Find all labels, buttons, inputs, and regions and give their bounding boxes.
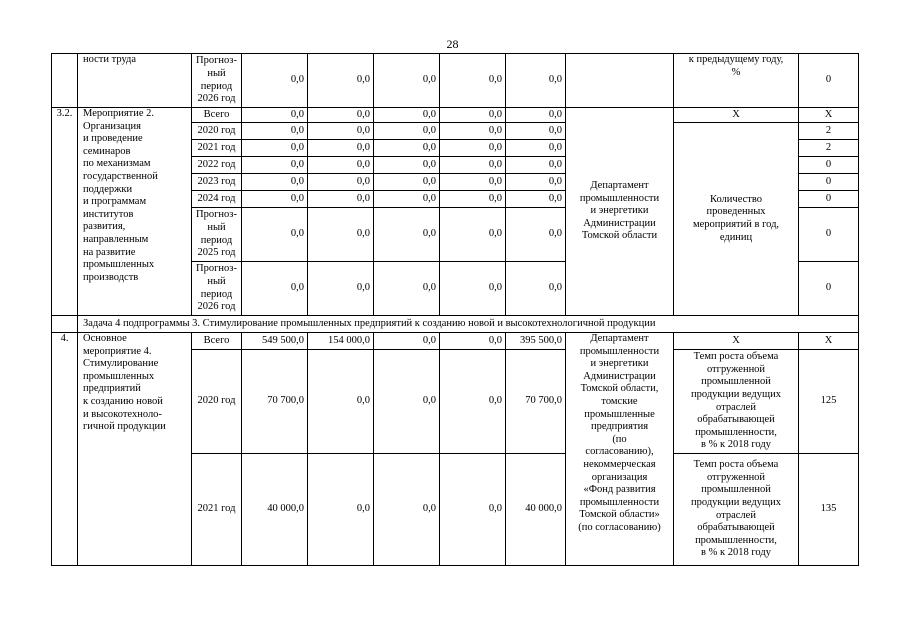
- value-cell: 0,0: [308, 123, 374, 140]
- value-cell: 0,0: [308, 54, 374, 108]
- value-cell: 0,0: [242, 108, 308, 123]
- indicator-value: 0: [799, 208, 859, 262]
- value-cell: 0,0: [506, 174, 566, 191]
- value-cell: 0,0: [440, 140, 506, 157]
- value-cell: 0,0: [506, 108, 566, 123]
- indicator-value: 125: [799, 350, 859, 454]
- value-cell: 0,0: [308, 208, 374, 262]
- value-cell: 0,0: [506, 191, 566, 208]
- value-cell: 0,0: [374, 333, 440, 350]
- indicator-value: 2: [799, 123, 859, 140]
- value-cell: 0,0: [440, 262, 506, 316]
- value-cell: 0,0: [242, 123, 308, 140]
- indicator-value: 0: [799, 174, 859, 191]
- table-row: [52, 108, 859, 123]
- indicator-cell: к предыдущему году, %: [674, 54, 799, 108]
- indicator-cell: Темп роста объема отгруженной промышленной продукции ведущих отраслей обрабатывающей промышленности, в % к 2018 году: [674, 350, 799, 454]
- value-cell: 0,0: [506, 157, 566, 174]
- value-cell: 0,0: [374, 262, 440, 316]
- value-cell: 0,0: [242, 157, 308, 174]
- value-cell: 0,0: [374, 350, 440, 454]
- table-row: [52, 333, 859, 350]
- period-cell: 2022 год: [192, 157, 242, 174]
- value-cell: 0,0: [440, 191, 506, 208]
- period-cell: 2021 год: [192, 454, 242, 566]
- indicator-value: 135: [799, 454, 859, 566]
- activity-name: Основное мероприятие 4. Стимулирование промышленных предприятий к созданию новой и высокотехноло- гичной продукции: [78, 333, 192, 566]
- value-cell: 0,0: [506, 262, 566, 316]
- executor-cell: Департамент промышленности и энергетики Администрации Томской области, томские промышленные предприятия (по согласованию), некоммерческая организация «Фонд развития промышленности Томской области» (по согласованию): [566, 333, 674, 566]
- period-cell: Прогноз- ный период 2025 год: [192, 208, 242, 262]
- value-cell: 0,0: [440, 208, 506, 262]
- indicator-value: 0: [799, 54, 859, 108]
- value-cell: 0,0: [374, 174, 440, 191]
- period-cell: Прогноз- ный период 2026 год: [192, 262, 242, 316]
- period-cell: 2020 год: [192, 350, 242, 454]
- period-cell: 2021 год: [192, 140, 242, 157]
- period-cell: 2020 год: [192, 123, 242, 140]
- row-number: [52, 54, 78, 108]
- period-cell: Прогноз- ный период 2026 год: [192, 54, 242, 108]
- indicator-value: Х: [799, 108, 859, 123]
- executor-cell: [566, 54, 674, 108]
- value-cell: 549 500,0: [242, 333, 308, 350]
- value-cell: 0,0: [308, 108, 374, 123]
- value-cell: 40 000,0: [506, 454, 566, 566]
- value-cell: 0,0: [506, 54, 566, 108]
- row-number: [52, 316, 78, 333]
- row-number: 3.2.: [52, 108, 78, 316]
- value-cell: 0,0: [506, 208, 566, 262]
- value-cell: 0,0: [374, 108, 440, 123]
- value-cell: 0,0: [374, 54, 440, 108]
- period-cell: 2024 год: [192, 191, 242, 208]
- value-cell: 0,0: [374, 140, 440, 157]
- row-number: 4.: [52, 333, 78, 566]
- indicator-value: 0: [799, 191, 859, 208]
- table-row: [52, 54, 859, 108]
- executor-cell: Департамент промышленности и энергетики Администрации Томской области: [566, 108, 674, 316]
- value-cell: 0,0: [374, 208, 440, 262]
- value-cell: 0,0: [440, 350, 506, 454]
- value-cell: 0,0: [308, 262, 374, 316]
- value-cell: 0,0: [374, 191, 440, 208]
- value-cell: 40 000,0: [242, 454, 308, 566]
- value-cell: 0,0: [440, 123, 506, 140]
- budget-table: [51, 53, 859, 566]
- value-cell: 395 500,0: [506, 333, 566, 350]
- value-cell: 0,0: [374, 157, 440, 174]
- value-cell: 0,0: [506, 140, 566, 157]
- value-cell: 0,0: [440, 157, 506, 174]
- page-number: 28: [446, 37, 459, 51]
- value-cell: 70 700,0: [506, 350, 566, 454]
- value-cell: 0,0: [308, 174, 374, 191]
- value-cell: 0,0: [506, 123, 566, 140]
- activity-name: Мероприятие 2. Организация и проведение семинаров по механизмам государственной поддержки и программам институтов развития, направленным на развитие промышленных производств: [78, 108, 192, 316]
- indicator-value: 2: [799, 140, 859, 157]
- value-cell: 154 000,0: [308, 333, 374, 350]
- value-cell: 0,0: [308, 191, 374, 208]
- value-cell: 0,0: [308, 350, 374, 454]
- indicator-cell: Х: [674, 333, 799, 350]
- value-cell: 0,0: [440, 333, 506, 350]
- period-cell: 2023 год: [192, 174, 242, 191]
- table-row: [52, 316, 859, 333]
- value-cell: 0,0: [242, 174, 308, 191]
- activity-name: ности труда: [78, 54, 192, 108]
- indicator-cell: Х: [674, 108, 799, 123]
- indicator-value: 0: [799, 157, 859, 174]
- value-cell: 0,0: [242, 54, 308, 108]
- period-cell: Всего: [192, 108, 242, 123]
- indicator-cell: Темп роста объема отгруженной промышленной продукции ведущих отраслей обрабатывающей промышленности, в % к 2018 году: [674, 454, 799, 566]
- value-cell: 0,0: [374, 454, 440, 566]
- indicator-value: Х: [799, 333, 859, 350]
- value-cell: 0,0: [374, 123, 440, 140]
- value-cell: 0,0: [308, 454, 374, 566]
- value-cell: 0,0: [308, 157, 374, 174]
- value-cell: 0,0: [242, 262, 308, 316]
- value-cell: 0,0: [242, 208, 308, 262]
- value-cell: 0,0: [440, 54, 506, 108]
- period-cell: Всего: [192, 333, 242, 350]
- indicator-cell: Количество проведенных мероприятий в год, единиц: [674, 123, 799, 316]
- value-cell: 0,0: [440, 108, 506, 123]
- indicator-value: 0: [799, 262, 859, 316]
- value-cell: 0,0: [440, 174, 506, 191]
- value-cell: 70 700,0: [242, 350, 308, 454]
- value-cell: 0,0: [308, 140, 374, 157]
- value-cell: 0,0: [242, 140, 308, 157]
- value-cell: 0,0: [440, 454, 506, 566]
- value-cell: 0,0: [242, 191, 308, 208]
- task-heading: Задача 4 подпрограммы 3. Стимулирование промышленных предприятий к созданию новой и высокотехнологичной продукции: [78, 316, 859, 333]
